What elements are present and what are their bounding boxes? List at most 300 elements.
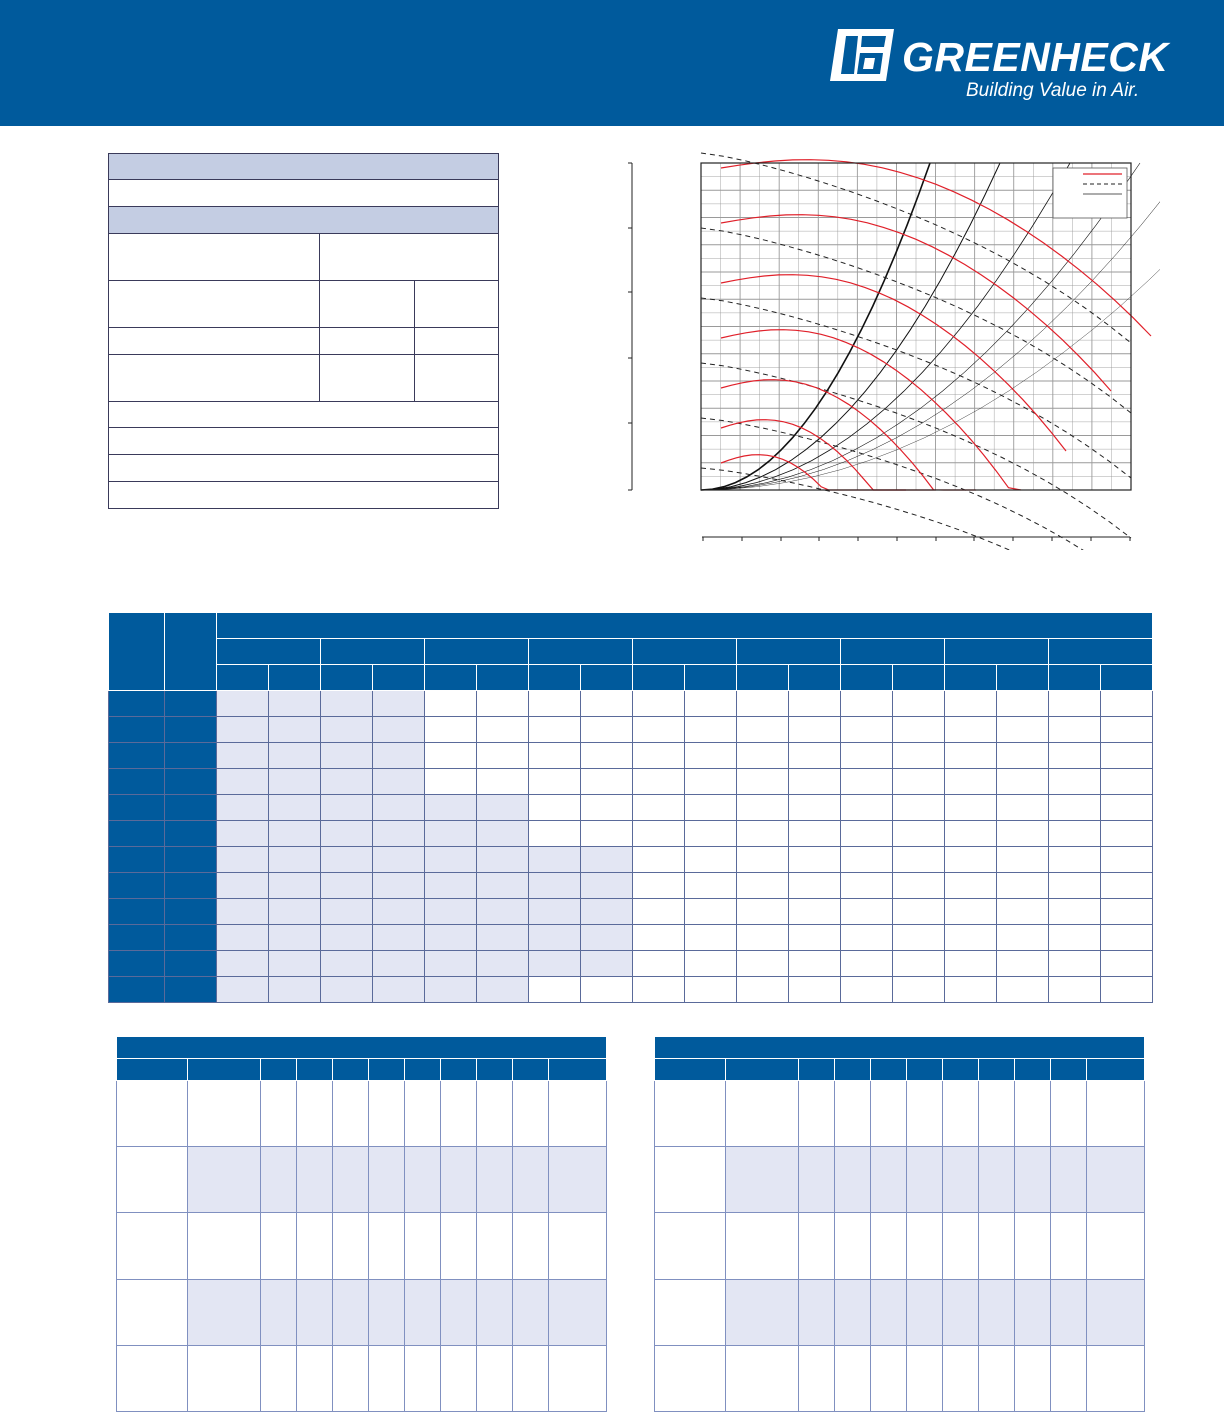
table-cell	[997, 743, 1049, 769]
table-cell	[1051, 1147, 1087, 1213]
table-cell	[979, 1081, 1015, 1147]
table-cell	[737, 899, 789, 925]
table-cell	[1049, 847, 1101, 873]
table-row	[117, 1059, 607, 1081]
table-cell	[373, 899, 425, 925]
spec-row	[109, 481, 499, 508]
table-cell	[1101, 951, 1153, 977]
table-cell	[269, 795, 321, 821]
table-cell	[269, 977, 321, 1003]
table-cell	[261, 1081, 297, 1147]
table-cell	[217, 795, 269, 821]
table-cell	[997, 925, 1049, 951]
chart-left-axis	[628, 163, 632, 490]
table-cell	[726, 1081, 799, 1147]
table-cell	[529, 743, 581, 769]
row-header-cell	[165, 899, 217, 925]
row-header-cell	[109, 691, 165, 717]
table-cell	[333, 1279, 369, 1345]
table-cell	[685, 847, 737, 873]
table-cell	[477, 899, 529, 925]
table-cell	[297, 1279, 333, 1345]
table-cell	[1087, 1081, 1145, 1147]
spec-cell	[109, 354, 320, 401]
table-cell	[269, 925, 321, 951]
table-cell	[871, 1081, 907, 1147]
header-cell	[217, 613, 1153, 639]
table-cell	[297, 1213, 333, 1279]
performance-curve	[721, 275, 1066, 451]
row-header-cell	[165, 743, 217, 769]
table-cell	[789, 847, 841, 873]
table-cell	[477, 717, 529, 743]
table-cell	[321, 795, 373, 821]
table-cell	[1101, 847, 1153, 873]
table-cell	[726, 1279, 799, 1345]
table-cell	[373, 821, 425, 847]
table-cell	[1049, 951, 1101, 977]
table-cell	[835, 1345, 871, 1411]
table-cell	[841, 951, 893, 977]
table-row	[109, 743, 1153, 769]
table-cell	[581, 925, 633, 951]
table-cell	[261, 1345, 297, 1411]
table-cell	[1101, 977, 1153, 1003]
table-cell	[1101, 717, 1153, 743]
table-cell	[685, 899, 737, 925]
table-cell	[373, 977, 425, 1003]
table-cell	[789, 691, 841, 717]
header-cell	[871, 1059, 907, 1081]
table-cell	[477, 1345, 513, 1411]
table-cell	[979, 1213, 1015, 1279]
table-cell	[685, 795, 737, 821]
header-cell	[945, 665, 997, 691]
table-cell	[789, 743, 841, 769]
header-cell	[529, 639, 633, 665]
table-cell	[789, 925, 841, 951]
table-cell	[477, 769, 529, 795]
table-cell	[633, 951, 685, 977]
table-cell	[979, 1345, 1015, 1411]
table-row	[109, 691, 1153, 717]
table-row	[109, 795, 1153, 821]
table-cell	[188, 1081, 261, 1147]
table-cell	[945, 899, 997, 925]
table-cell	[979, 1279, 1015, 1345]
header-cell	[633, 665, 685, 691]
table-cell	[726, 1213, 799, 1279]
table-cell	[835, 1213, 871, 1279]
table-cell	[841, 873, 893, 899]
table-cell	[871, 1147, 907, 1213]
table-cell	[685, 769, 737, 795]
table-cell	[943, 1279, 979, 1345]
row-header-cell	[109, 743, 165, 769]
table-cell	[581, 847, 633, 873]
table-row	[117, 1081, 607, 1147]
header-cell	[321, 665, 373, 691]
table-row	[655, 1345, 1145, 1411]
header-cell	[1049, 665, 1101, 691]
table-cell	[737, 691, 789, 717]
header-cell	[945, 639, 1049, 665]
table-cell	[321, 821, 373, 847]
table-cell	[581, 873, 633, 899]
table-cell	[549, 1345, 607, 1411]
header-cell	[655, 1037, 1145, 1059]
header-cell	[321, 639, 425, 665]
table-cell	[373, 951, 425, 977]
table-cell	[217, 873, 269, 899]
table-cell	[799, 1147, 835, 1213]
table-cell	[425, 769, 477, 795]
table-cell	[737, 821, 789, 847]
table-cell	[841, 977, 893, 1003]
row-header-cell	[109, 795, 165, 821]
table-cell	[369, 1345, 405, 1411]
row-header-cell	[165, 821, 217, 847]
table-cell	[979, 1147, 1015, 1213]
table-row	[117, 1345, 607, 1411]
table-cell	[997, 977, 1049, 1003]
spec-cell	[415, 281, 499, 328]
table-cell	[685, 925, 737, 951]
table-cell	[799, 1081, 835, 1147]
table-cell	[1049, 691, 1101, 717]
table-cell	[633, 847, 685, 873]
table-cell	[1101, 769, 1153, 795]
table-cell	[841, 743, 893, 769]
table-cell	[726, 1345, 799, 1411]
table-cell	[997, 899, 1049, 925]
table-cell	[945, 925, 997, 951]
table-cell	[789, 717, 841, 743]
table-cell	[217, 691, 269, 717]
row-header-cell	[655, 1147, 726, 1213]
table-cell	[441, 1279, 477, 1345]
row-header-cell	[109, 821, 165, 847]
spec-cell	[320, 328, 415, 354]
header-cell	[1051, 1059, 1087, 1081]
table-cell	[945, 717, 997, 743]
header-cell	[893, 665, 945, 691]
table-cell	[841, 795, 893, 821]
spec-cell	[415, 354, 499, 401]
table-cell	[425, 795, 477, 821]
brand-tagline: Building Value in Air.	[966, 80, 1140, 101]
table-cell	[549, 1081, 607, 1147]
table-cell	[945, 951, 997, 977]
header-cell	[217, 665, 269, 691]
row-header-cell	[655, 1345, 726, 1411]
table-cell	[685, 717, 737, 743]
table-cell	[685, 873, 737, 899]
table-cell	[477, 821, 529, 847]
table-cell	[425, 873, 477, 899]
table-cell	[425, 691, 477, 717]
table-cell	[321, 691, 373, 717]
table-cell	[737, 847, 789, 873]
table-cell	[529, 873, 581, 899]
table-cell	[907, 1213, 943, 1279]
header-cell	[269, 665, 321, 691]
header-cell	[1101, 665, 1153, 691]
table-cell	[997, 795, 1049, 821]
table-cell	[581, 691, 633, 717]
header-cell	[477, 665, 529, 691]
table-cell	[633, 977, 685, 1003]
table-cell	[945, 743, 997, 769]
header-cell	[655, 1059, 726, 1081]
table-cell	[425, 743, 477, 769]
table-cell	[633, 873, 685, 899]
table-cell	[441, 1081, 477, 1147]
table-cell	[997, 769, 1049, 795]
table-cell	[188, 1279, 261, 1345]
table-cell	[893, 769, 945, 795]
table-cell	[581, 743, 633, 769]
table-cell	[1049, 899, 1101, 925]
table-row	[109, 977, 1153, 1003]
table-row	[655, 1081, 1145, 1147]
row-header-cell	[109, 899, 165, 925]
table-cell	[907, 1345, 943, 1411]
table-cell	[217, 821, 269, 847]
table-cell	[477, 1081, 513, 1147]
table-cell	[321, 951, 373, 977]
table-cell	[1051, 1081, 1087, 1147]
row-header-cell	[655, 1279, 726, 1345]
row-header-cell	[109, 951, 165, 977]
table-cell	[369, 1213, 405, 1279]
spec-section-header	[109, 207, 499, 234]
performance-chart	[600, 150, 1160, 550]
table-cell	[893, 691, 945, 717]
table-cell	[188, 1345, 261, 1411]
table-cell	[269, 899, 321, 925]
table-cell	[997, 873, 1049, 899]
table-cell	[1087, 1147, 1145, 1213]
table-cell	[425, 821, 477, 847]
table-row	[117, 1147, 607, 1213]
table-cell	[893, 847, 945, 873]
table-cell	[685, 743, 737, 769]
table-cell	[893, 821, 945, 847]
table-cell	[477, 1147, 513, 1213]
table-cell	[1087, 1213, 1145, 1279]
table-cell	[737, 769, 789, 795]
table-cell	[581, 717, 633, 743]
table-cell	[405, 1081, 441, 1147]
table-cell	[871, 1213, 907, 1279]
table-row	[109, 717, 1153, 743]
header-cell	[425, 639, 529, 665]
table-cell	[269, 873, 321, 899]
table-cell	[425, 925, 477, 951]
table-cell	[907, 1081, 943, 1147]
row-header-cell	[109, 847, 165, 873]
performance-curve	[721, 380, 976, 490]
table-row	[109, 873, 1153, 899]
table-cell	[737, 743, 789, 769]
header-cell	[841, 665, 893, 691]
table-cell	[477, 1213, 513, 1279]
table-cell	[945, 795, 997, 821]
table-cell	[321, 873, 373, 899]
row-header-cell	[165, 717, 217, 743]
table-cell	[997, 717, 1049, 743]
chart-bottom-axis	[702, 537, 1130, 541]
table-cell	[835, 1147, 871, 1213]
table-cell	[373, 743, 425, 769]
table-cell	[441, 1213, 477, 1279]
table-cell	[513, 1081, 549, 1147]
table-cell	[841, 717, 893, 743]
table-cell	[373, 873, 425, 899]
header-cell	[477, 1059, 513, 1081]
table-cell	[1087, 1279, 1145, 1345]
table-cell	[321, 899, 373, 925]
table-cell	[997, 821, 1049, 847]
table-cell	[633, 821, 685, 847]
table-cell	[1015, 1081, 1051, 1147]
header-cell	[165, 613, 217, 691]
header-cell	[425, 665, 477, 691]
row-header-cell	[109, 925, 165, 951]
table-cell	[737, 925, 789, 951]
table-cell	[1049, 925, 1101, 951]
table-cell	[799, 1345, 835, 1411]
table-cell	[297, 1345, 333, 1411]
table-row	[117, 1279, 607, 1345]
table-cell	[737, 951, 789, 977]
table-cell	[943, 1345, 979, 1411]
table-cell	[633, 717, 685, 743]
table-cell	[513, 1147, 549, 1213]
table-cell	[945, 821, 997, 847]
table-row	[655, 1147, 1145, 1213]
table-cell	[269, 769, 321, 795]
table-cell	[789, 899, 841, 925]
table-cell	[893, 743, 945, 769]
spec-row	[109, 427, 499, 454]
table-cell	[581, 795, 633, 821]
table-cell	[477, 743, 529, 769]
row-header-cell	[165, 977, 217, 1003]
header-cell	[529, 665, 581, 691]
table-cell	[373, 769, 425, 795]
table-cell	[261, 1147, 297, 1213]
table-cell	[529, 899, 581, 925]
table-cell	[369, 1147, 405, 1213]
table-cell	[737, 795, 789, 821]
table-cell	[907, 1279, 943, 1345]
row-header-cell	[117, 1147, 188, 1213]
table-cell	[405, 1345, 441, 1411]
greenheck-logo-icon	[828, 27, 896, 83]
table-row	[109, 951, 1153, 977]
header-cell	[633, 639, 737, 665]
table-cell	[871, 1345, 907, 1411]
table-cell	[188, 1147, 261, 1213]
table-cell	[1049, 977, 1101, 1003]
table-cell	[477, 1279, 513, 1345]
table-cell	[633, 899, 685, 925]
table-cell	[477, 691, 529, 717]
row-header-cell	[109, 769, 165, 795]
table-cell	[217, 847, 269, 873]
table-cell	[1049, 769, 1101, 795]
table-row	[109, 925, 1153, 951]
table-cell	[549, 1147, 607, 1213]
table-cell	[405, 1213, 441, 1279]
table-row	[109, 899, 1153, 925]
table-cell	[477, 977, 529, 1003]
table-cell	[529, 691, 581, 717]
table-cell	[321, 743, 373, 769]
table-cell	[841, 691, 893, 717]
row-header-cell	[165, 795, 217, 821]
table-cell	[513, 1213, 549, 1279]
table-cell	[1049, 795, 1101, 821]
header-cell	[799, 1059, 835, 1081]
table-cell	[841, 925, 893, 951]
table-cell	[217, 743, 269, 769]
header-cell	[1049, 639, 1153, 665]
table-cell	[269, 951, 321, 977]
table-cell	[529, 977, 581, 1003]
header-cell	[789, 665, 841, 691]
header-cell	[109, 613, 165, 691]
table-cell	[373, 717, 425, 743]
table-cell	[333, 1147, 369, 1213]
table-cell	[893, 951, 945, 977]
table-cell	[633, 925, 685, 951]
spec-row	[109, 454, 499, 481]
table-cell	[799, 1213, 835, 1279]
table-cell	[945, 977, 997, 1003]
spec-row	[109, 401, 499, 427]
table-cell	[529, 951, 581, 977]
header-cell	[1015, 1059, 1051, 1081]
table-cell	[893, 899, 945, 925]
table-cell	[633, 691, 685, 717]
table-row	[117, 1213, 607, 1279]
table-cell	[789, 951, 841, 977]
table-cell	[893, 873, 945, 899]
header-cell	[685, 665, 737, 691]
table-cell	[529, 769, 581, 795]
table-cell	[477, 873, 529, 899]
table-cell	[373, 795, 425, 821]
table-row	[655, 1279, 1145, 1345]
row-header-cell	[165, 691, 217, 717]
table-cell	[217, 925, 269, 951]
table-row	[655, 1213, 1145, 1279]
table-cell	[217, 717, 269, 743]
table-cell	[893, 977, 945, 1003]
chart-legend	[1053, 168, 1127, 218]
table-cell	[261, 1213, 297, 1279]
row-header-cell	[117, 1279, 188, 1345]
table-row	[117, 1037, 607, 1059]
table-cell	[1101, 795, 1153, 821]
table-cell	[1015, 1345, 1051, 1411]
table-cell	[1051, 1213, 1087, 1279]
table-cell	[997, 847, 1049, 873]
header-cell	[297, 1059, 333, 1081]
